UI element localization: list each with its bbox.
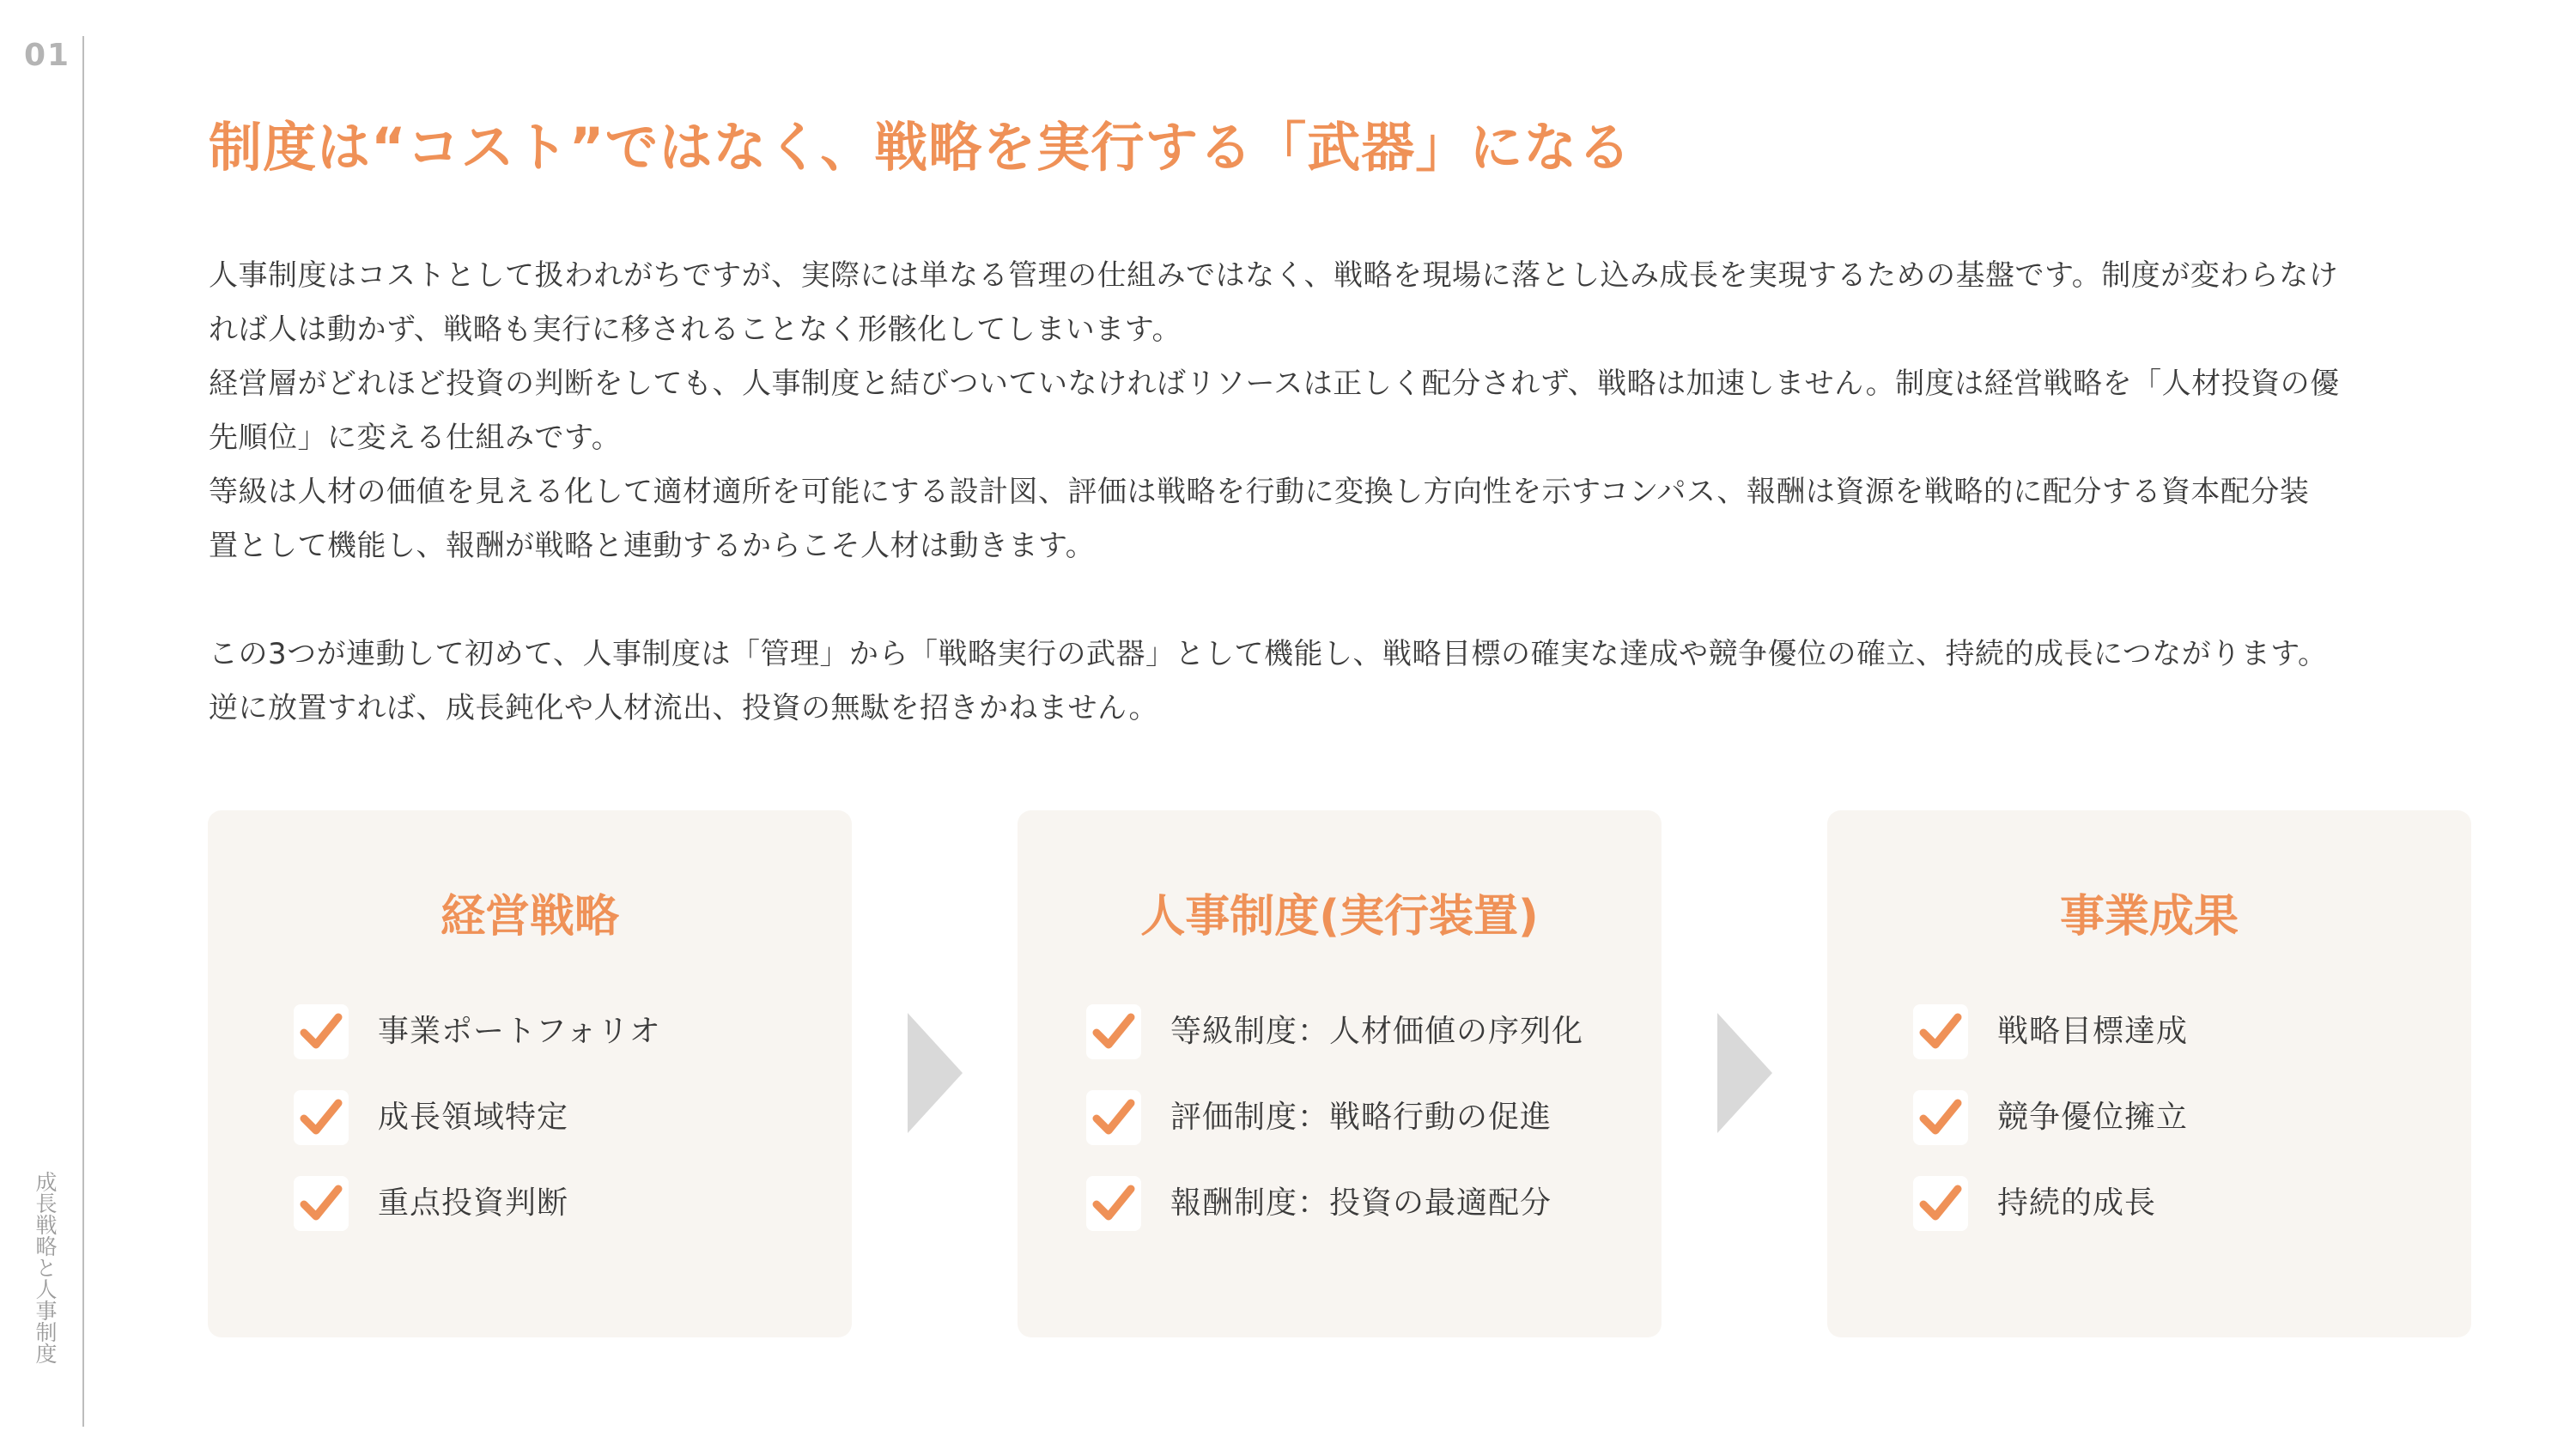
checklist-item xyxy=(1086,1090,1583,1176)
chevron-right-icon xyxy=(908,1013,963,1133)
checklist-item-label: 評価制度：戦略行動の促進 xyxy=(1170,1100,1552,1135)
card-business-strategy xyxy=(208,810,852,1337)
paragraph-spacer xyxy=(209,573,2493,627)
side-divider xyxy=(82,36,84,1427)
card-title: 経営戦略 xyxy=(440,891,619,943)
checklist-item xyxy=(294,1176,661,1262)
page-number: 01 xyxy=(24,38,71,73)
check-icon xyxy=(1913,1004,1968,1059)
card-hr-system xyxy=(1018,810,1662,1337)
card-title: 人事制度(実行装置) xyxy=(1140,891,1539,943)
checklist-item-label: 競争優位擁立 xyxy=(1997,1100,2189,1135)
chevron-right-icon xyxy=(1717,1013,1772,1133)
check-icon xyxy=(1913,1176,1968,1231)
card-checklist xyxy=(1913,1004,2188,1262)
check-icon xyxy=(294,1176,349,1231)
body-line: 人事制度はコストとして扱われがちですが、実際には単なる管理の仕組みではなく、戦略を現場に落とし込み成長を実現するための基盤です。制度が変わらなけ xyxy=(209,258,2339,293)
card-business-results xyxy=(1827,810,2471,1337)
checklist-item-label: 重点投資判断 xyxy=(378,1185,569,1221)
checklist-item-label: 成長領域特定 xyxy=(378,1100,569,1135)
card-checklist xyxy=(294,1004,661,1262)
body-line: れば人は動かず、戦略も実行に移されることなく形骸化してしまいます。 xyxy=(209,312,1182,347)
check-icon xyxy=(294,1090,349,1145)
check-icon xyxy=(294,1004,349,1059)
check-icon xyxy=(1086,1090,1141,1145)
checklist-item xyxy=(1913,1176,2188,1262)
checklist-item xyxy=(1086,1004,1583,1090)
body-line: 先順位」に変える仕組みです。 xyxy=(209,421,622,455)
checklist-item xyxy=(1086,1176,1583,1262)
checklist-item xyxy=(294,1004,661,1090)
checklist-item-label: 戦略目標達成 xyxy=(1997,1014,2189,1049)
body-line: 置として機能し、報酬が戦略と連動するからこそ人材は動きます。 xyxy=(209,529,1096,563)
checklist-item-label: 等級制度：人材価値の序列化 xyxy=(1170,1014,1584,1049)
checklist-item-label: 事業ポートフォリオ xyxy=(378,1014,661,1049)
body-line: 等級は人材の価値を見える化して適材適所を可能にする設計図、評価は戦略を行動に変換し方向性を示すコンパス、報酬は資源を戦略的に配分する資本配分装 xyxy=(209,475,2310,509)
body-line: 経営層がどれほど投資の判断をしても、人事制度と結びついていなければリソースは正しく配分されず、戦略は加速しません。制度は経営戦略を「人材投資の優 xyxy=(209,367,2340,401)
checklist-item xyxy=(1913,1004,2188,1090)
body-line: この3つが連動して初めて、人事制度は「管理」から「戦略実行の武器」として機能し、戦略目標の確実な達成や競争優位の確立、持続的成長につながります。 xyxy=(209,637,2328,671)
checklist-item-label: 報酬制度：投資の最適配分 xyxy=(1170,1185,1552,1221)
card-title: 事業成果 xyxy=(2059,891,2239,943)
body-text xyxy=(209,249,2493,736)
check-icon xyxy=(1913,1090,1968,1145)
section-label: 成長戦略と人事制度 xyxy=(33,1171,58,1364)
check-icon xyxy=(1086,1004,1141,1059)
card-checklist xyxy=(1086,1004,1583,1262)
check-icon xyxy=(1086,1176,1141,1231)
body-line: 逆に放置すれば、成長鈍化や人材流出、投資の無駄を招きかねません。 xyxy=(209,691,1159,725)
page-title: 制度は“コスト”ではなく、戦略を実行する「武器」になる xyxy=(209,116,1632,179)
checklist-item xyxy=(1913,1090,2188,1176)
checklist-item xyxy=(294,1090,661,1176)
checklist-item-label: 持続的成長 xyxy=(1997,1185,2157,1221)
